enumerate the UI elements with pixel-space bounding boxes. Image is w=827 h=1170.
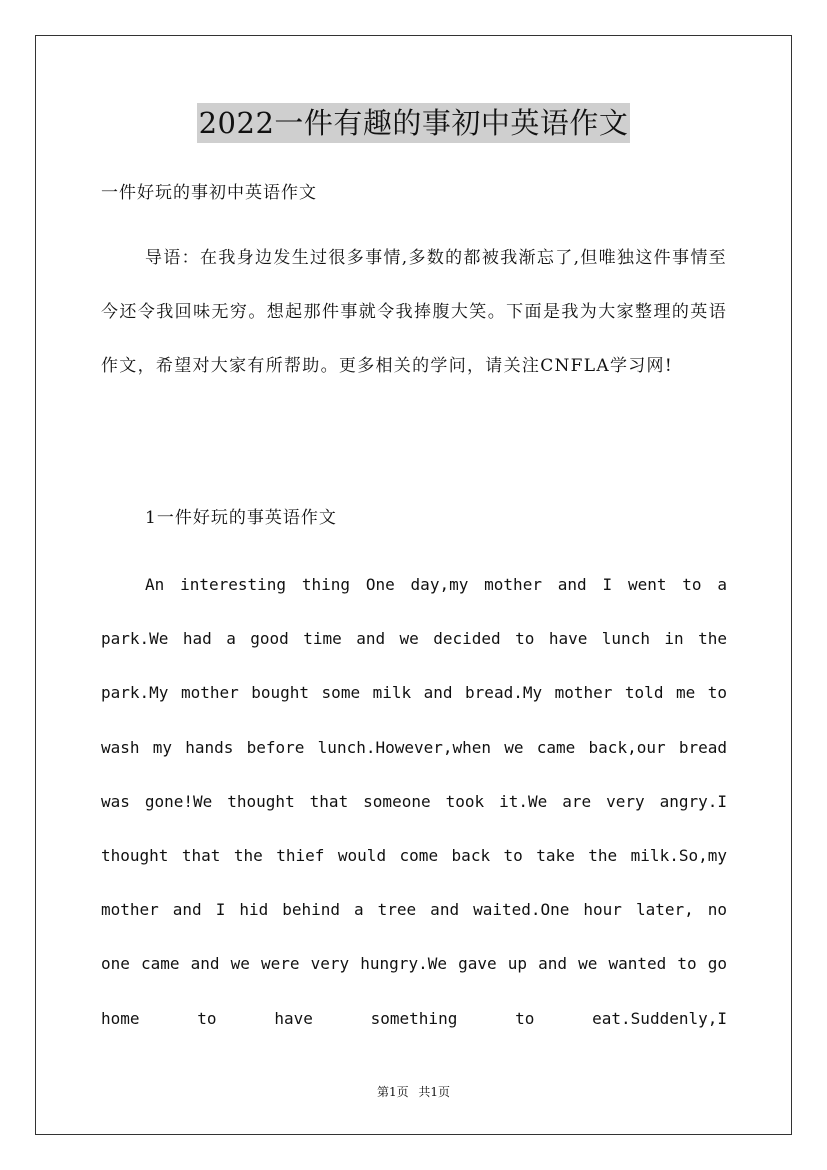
- section-heading: 1一件好玩的事英语作文: [145, 508, 337, 528]
- page-number: 第1页: [376, 1085, 409, 1099]
- title-container: [0, 103, 827, 143]
- document-title: 2022一件有趣的事初中英语作文: [197, 103, 631, 143]
- page-total: 共1页: [418, 1085, 451, 1099]
- document-subtitle: 一件好玩的事初中英语作文: [101, 183, 317, 203]
- page-footer: [0, 1084, 827, 1100]
- essay-paragraph: An interesting thing One day,my mother and I went to a park.We had a good time and we decided to have lunch in the park.My mother bought some milk and bread.My mother told me to wash my hands before lunch.However,when we came back,our bread was gone!We thought that someone took it.We are very angry.I thought that the thief would come back to take the milk.So,my mother and I hid behind a tree and waited.One hour later, no one came and we were very hungry.We gave up and we wanted to go home to have something to eat.Suddenly,I: [101, 575, 727, 1028]
- intro-paragraph: 导语：在我身边发生过很多事情,多数的都被我渐忘了,但唯独这件事情至今还令我回味无穷。想起那件事就令我捧腹大笑。下面是我为大家整理的英语作文，希望对大家有所帮助。更多相关的学问，请关注CNFLA学习网!: [101, 248, 727, 376]
